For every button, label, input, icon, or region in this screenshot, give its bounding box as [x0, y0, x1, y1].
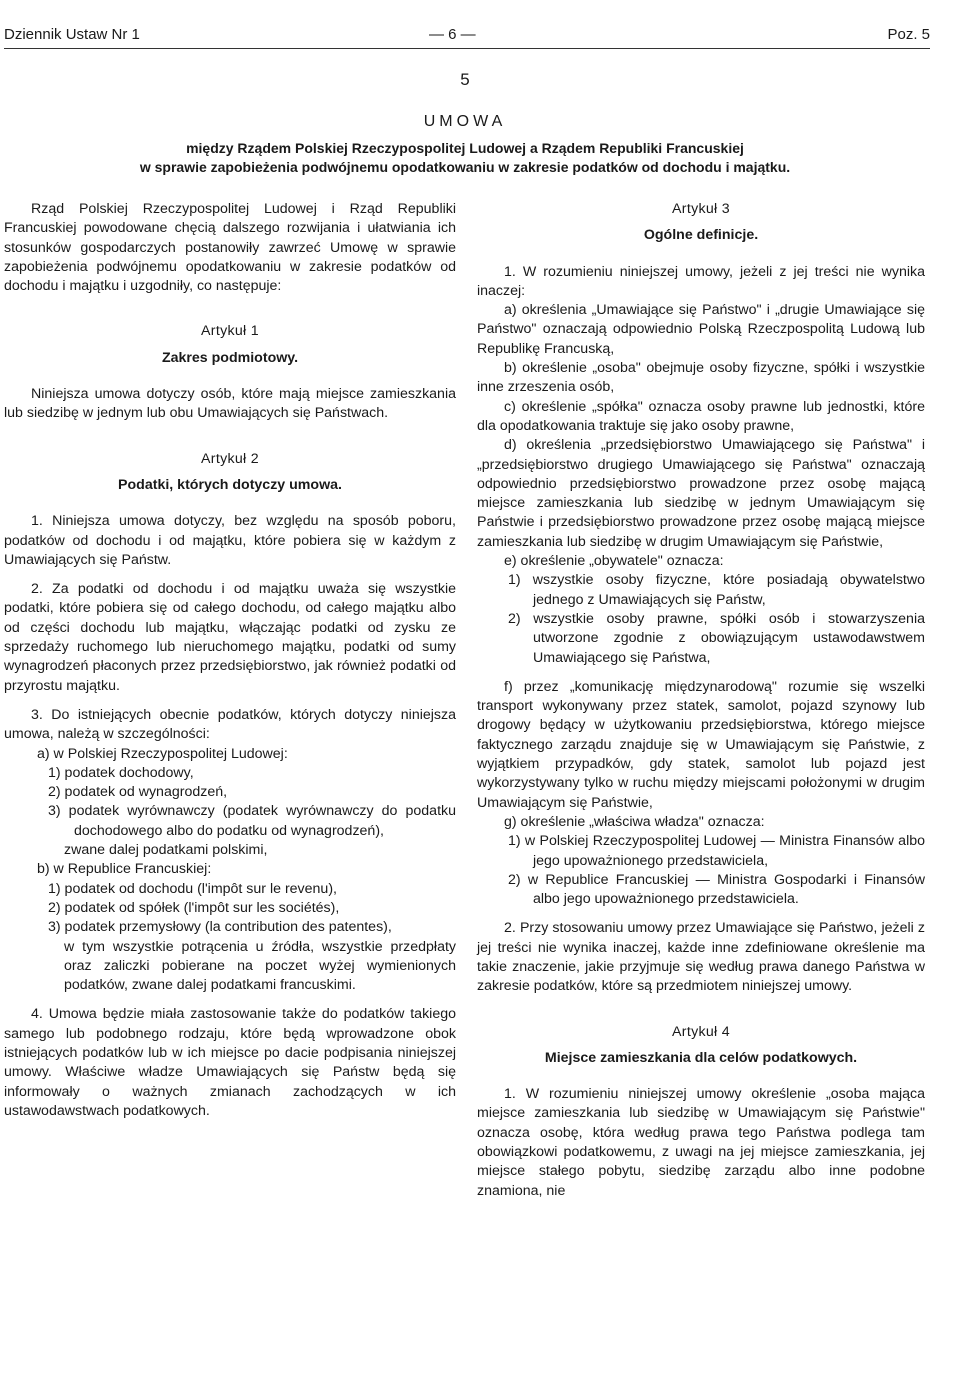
article-2-paragraph-2: 2. Za podatki od dochodu i od majątku uważa się wszystkie podatki, które pobiera się od całego dochodu, od całego majątku albo od części dochodu lub majątku, włączając podatki od zysku ze sprzedaży ruchomego lub nieruchomego majątku, podatki od sumy wynagrodzeń płaconych przez przedsiębiorstwo, jak również podatki od przyrostu majątku.: [4, 581, 456, 694]
definition-b: b) określenie „osoba" obejmuje osoby fizyczne, spółki i wszystkie inne zrzeszenia osób,: [477, 360, 925, 396]
article-4-title: Miejsce zamieszkania dla celów podatkowych.: [544, 1049, 858, 1066]
document-subtitle: [0, 139, 930, 177]
definition-g1: 1) w Polskiej Rzeczypospolitej Ludowej — Ministra Finansów albo jego upoważnionego przedstawiciela,: [508, 833, 925, 869]
subtitle-line-2: w sprawie zapobieżenia podwójnemu opodatkowaniu w zakresie podatków od dochodu i majątku.: [139, 159, 791, 175]
article-4-paragraph-1: 1. W rozumieniu niniejszej umowy określenie „osoba mająca miejsce zamieszkania lub siedzibę w Umawiającym się Państwie" oznacza osobę, która według prawa tego Państwa podlega tam obowiązkowi podatkowemu, z uwagi na jej miejsce zamieszkania, jej miejsce stałego pobytu, siedzibę zarządu albo inne podobne znamiona, nie: [477, 1086, 925, 1199]
page-number: — 6 —: [429, 26, 476, 43]
article-2-paragraph-1: 1. Niniejsza umowa dotyczy, bez względu na sposób poboru, podatków od dochodu i od majątku, które pobiera się w każdym z Umawiających się Państw.: [4, 513, 456, 568]
list-a-closing: zwane dalej podatkami polskimi,: [64, 842, 268, 859]
definition-e2: 2) wszystkie osoby prawne, spółki osób i stowarzyszenia utworzone zgodnie z obowiązującym ustawodawstwem Umawiającego się Państwa,: [508, 610, 925, 666]
article-3-heading: Artykuł 3: [672, 201, 730, 217]
preamble: Rząd Polskiej Rzeczypospolitej Ludowej i Rząd Republiki Francuskiej powodowane chęcią dalszego rozwijania i ułatwiania ich stosunków gospodarczych postanowiły zawrzeć Umowę w sprawie zapobieżenia podwójnemu opodatkowaniu w zakresie podatków od dochodu i majątku i uzgodniły, co następuje:: [4, 201, 456, 295]
list-item-a2: 2) podatek od wynagrodzeń,: [48, 784, 228, 801]
list-item-b1: 1) podatek od dochodu (l'impôt sur le revenu),: [48, 880, 337, 897]
definition-g2: 2) w Republice Francuskiej — Ministra Gospodarki i Finansów albo jego upoważnionego przedstawiciela.: [508, 871, 925, 908]
definition-g: g) określenie „właściwa władza" oznacza:: [504, 813, 765, 830]
article-1-title: Zakres podmiotowy.: [161, 349, 299, 366]
article-1-heading: Artykuł 1: [201, 323, 259, 340]
article-3-paragraph-1: 1. W rozumieniu niniejszej umowy, jeżeli z jej treści nie wynika inaczej:: [477, 263, 925, 299]
list-item-b2: 2) podatek od spółek (l'impôt sur les sociétés),: [48, 899, 340, 916]
position-number: Poz. 5: [887, 26, 930, 43]
definition-f: f) przez „komunikację międzynarodową" rozumie się wszelki transport wykonywany przez statek, samolot, pojazd szynowy lub drogowy będący w użytkowaniu przedsiębiorstwa, którego miejsce faktycznego zarządu znajduje się w Umawiającym się Państwie, z wyjątkiem przypadków, gdy statek, samolot lub pojazd jest wykorzystywany tylko w ruchu między miejscami położonymi w drugim Umawiającym się Państwie,: [477, 678, 925, 811]
article-4-heading: Artykuł 4: [672, 1023, 730, 1040]
document-title: UMOWA: [423, 113, 507, 130]
left-column: [4, 200, 456, 1121]
definition-e: e) określenie „obywatele" oznacza:: [504, 553, 724, 570]
subtitle-line-1: między Rządem Polskiej Rzeczypospolitej Ludowej a Rządem Republiki Francuskiej: [186, 140, 744, 156]
definition-e1: 1) wszystkie osoby fizyczne, które posiadają obywatelstwo jednego z Umawiających się Państw,: [508, 572, 925, 608]
article-3-title: Ogólne definicje.: [643, 227, 759, 244]
list-item-a1: 1) podatek dochodowy,: [48, 764, 194, 781]
definition-c: c) określenie „spółka" oznacza osoby prawne lub jednostki, które dla opodatkowania traktuje się jako osoby prawne,: [477, 398, 925, 434]
document-number: 5: [460, 70, 470, 89]
article-1-text: Niniejsza umowa dotyczy osób, które mają miejsce zamieszkania lub siedzibę w jednym lub obu Umawiających się Państwach.: [4, 386, 456, 422]
journal-name: Dziennik Ustaw Nr 1: [4, 26, 140, 43]
list-item-b3: 3) podatek przemysłowy (la contribution des patentes),: [48, 919, 392, 936]
right-column: [477, 200, 925, 1201]
article-3-paragraph-2: 2. Przy stosowaniu umowy przez Umawiające się Państwo, jeżeli z jej treści nie wynika inaczej, każde inne zdefiniowane określenie ma takie znaczenie, jakie przyjmuje się według prawa danego Państwa w zakresie podatków, które są przedmiotem niniejszej umowy.: [477, 920, 925, 995]
list-item-b: b) w Republice Francuskiej:: [37, 861, 212, 878]
list-item-a3: 3) podatek wyrównawczy (podatek wyrównawczy do podatku dochodowego albo do podatku od wynagrodzeń),: [48, 803, 456, 839]
article-2-heading: Artykuł 2: [201, 450, 259, 467]
article-2-paragraph-4: 4. Umowa będzie miała zastosowanie także do podatków takiego samego lub podobnego rodzaju, które będą wprowadzone obok istniejących podatków lub w ich miejsce po dacie podpisania niniejszej umowy. Właściwe władze Umawiających się Państw będą się informowały o ważnych zmianach zachodzących w ich ustawodawstwach podatkowych.: [4, 1006, 456, 1119]
list-item-a: a) w Polskiej Rzeczypospolitej Ludowej:: [37, 745, 288, 762]
article-2-paragraph-3: 3. Do istniejących obecnie podatków, których dotyczy niniejsza umowa, należą w szczególności:: [4, 706, 456, 743]
page-header: [4, 26, 930, 49]
article-2-title: Podatki, których dotyczy umowa.: [118, 476, 342, 493]
definition-d: d) określenia „przedsiębiorstwo Umawiającego się Państwa" i „przedsiębiorstwo drugiego Umawiającego się Państwa" oznaczają odpowiednio przedsiębiorstwo prowadzone przez osobę mającą miejsce zamieszkania lub siedzibę w jednym Umawiającym się Państwie i przedsiębiorstwo prowadzone przez osobę mającą miejsce zamieszkania lub siedzibę w drugim Umawiającym się Państwie,: [477, 437, 925, 550]
definition-a: a) określenia „Umawiające się Państwo" i „drugie Umawiające się Państwo" oznaczają odpowiednio Polską Rzeczpospolitą Ludową lub Republikę Francuską,: [477, 302, 925, 357]
list-b-closing: w tym wszystkie potrącenia u źródła, wszystkie przedpłaty oraz zaliczki pobierane na poczet wyżej wymienionych podatków, zwane dalej podatkami francuskimi.: [64, 938, 456, 994]
